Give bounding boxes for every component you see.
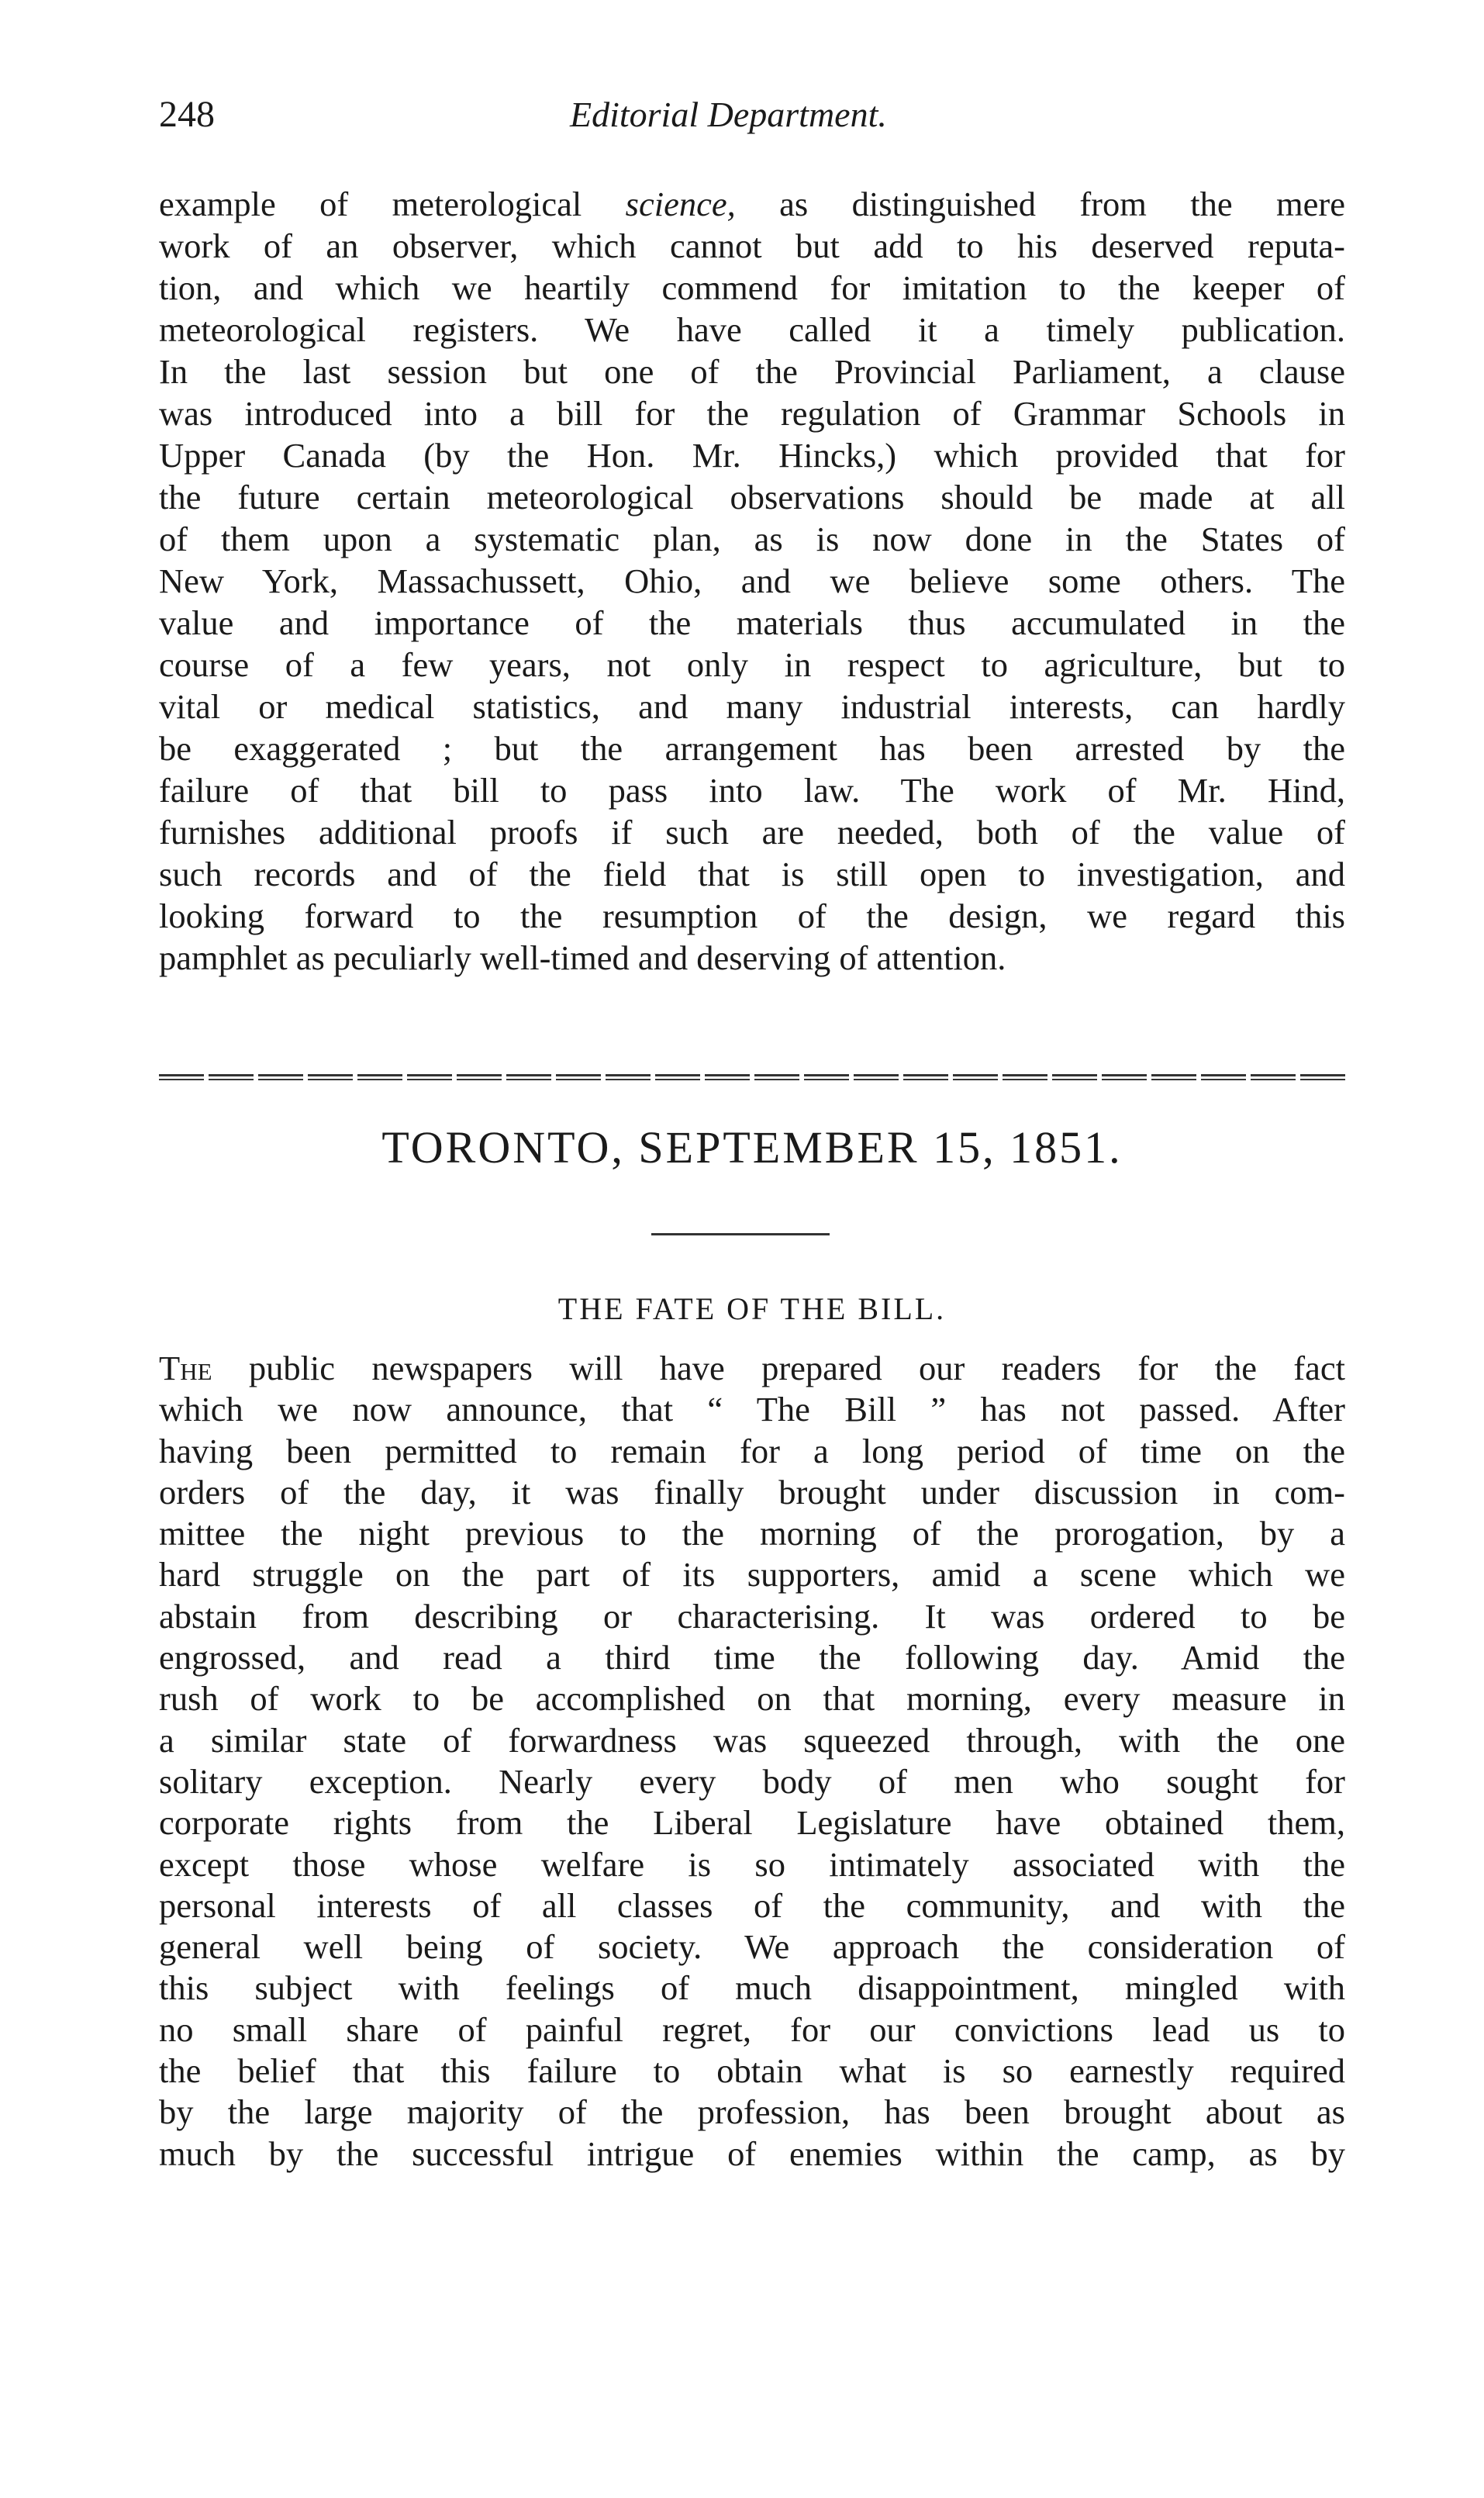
preceding-article-body bbox=[159, 183, 1345, 979]
text-line: work of an observer, which cannot but add to his deserved reputa- bbox=[159, 226, 1345, 265]
text-line: much by the successful intrigue of enemies within the camp, as by bbox=[159, 2133, 1345, 2173]
text-line: except those whose welfare is so intimately associated with the bbox=[159, 1844, 1345, 1884]
text-line: course of a few years, not only in respect to agriculture, but to bbox=[159, 645, 1345, 684]
text-line: engrossed, and read a third time the following day. Amid the bbox=[159, 1638, 1345, 1677]
text-line: of them upon a systematic plan, as is now done in the States of bbox=[159, 520, 1345, 558]
text-line: personal interests of all classes of the community, and with the bbox=[159, 1885, 1345, 1925]
text-line: looking forward to the resumption of the design, we regard this bbox=[159, 897, 1345, 935]
text-line: value and importance of the materials thus accumulated in the bbox=[159, 603, 1345, 642]
text-line: rush of work to be accomplished on that morning, every measure in bbox=[159, 1679, 1345, 1719]
text-line: solitary exception. Nearly every body of men who sought for bbox=[159, 1761, 1345, 1801]
text-line: was introduced into a bill for the regulation of Grammar Schools in bbox=[159, 394, 1345, 433]
text-line: corporate rights from the Liberal Legislature have obtained them, bbox=[159, 1803, 1345, 1843]
text-line: hard struggle on the part of its supporters, amid a scene which we bbox=[159, 1555, 1345, 1595]
divider-rule bbox=[159, 1074, 1345, 1076]
italic-word: science, bbox=[625, 185, 736, 223]
text-span: public newspapers will have prepared our readers for the fact bbox=[212, 1349, 1345, 1387]
text-line: the future certain meteorological observations should be made at all bbox=[159, 478, 1345, 517]
text-line: this subject with feelings of much disappointment, mingled with bbox=[159, 1968, 1345, 2008]
text-line: which we now announce, that “ The Bill ” has not passed. After bbox=[159, 1390, 1345, 1429]
text-line: In the last session but one of the Provincial Parliament, a clause bbox=[159, 352, 1345, 391]
initial-letter: T bbox=[159, 1349, 181, 1387]
text-line: furnishes additional proofs if such are needed, both of the value of bbox=[159, 813, 1345, 852]
text-line bbox=[159, 1348, 1345, 1389]
text-line: mittee the night previous to the morning of the prorogation, by a bbox=[159, 1514, 1345, 1553]
running-head bbox=[159, 92, 1345, 146]
text-line: such records and of the field that is still open to investigation, and bbox=[159, 855, 1345, 893]
text-span: example of meterological bbox=[159, 185, 626, 223]
small-caps-word: he bbox=[180, 1349, 212, 1387]
text-line: general well being of society. We approach the consideration of bbox=[159, 1927, 1345, 1967]
text-line: by the large majority of the profession, has been brought about as bbox=[159, 2092, 1345, 2132]
text-line: the belief that this failure to obtain what is so earnestly required bbox=[159, 2051, 1345, 2091]
text-line: abstain from describing or characterising. It was ordered to be bbox=[159, 1596, 1345, 1636]
text-line: vital or medical statistics, and many industrial interests, can hardly bbox=[159, 687, 1345, 726]
text-line: be exaggerated ; but the arrangement has been arrested by the bbox=[159, 729, 1345, 768]
short-rule bbox=[651, 1233, 830, 1235]
text-line: failure of that bill to pass into law. The work of Mr. Hind, bbox=[159, 771, 1345, 810]
text-span: as distinguished from the mere bbox=[735, 185, 1345, 223]
running-title: Editorial Department. bbox=[570, 95, 887, 134]
text-line: New York, Massachussett, Ohio, and we believe some others. The bbox=[159, 561, 1345, 600]
text-line: meteorological registers. We have called it a timely publication. bbox=[159, 310, 1345, 349]
text-line: pamphlet as peculiarly well-timed and deserving of attention. bbox=[159, 938, 1006, 977]
text-line bbox=[159, 183, 1345, 225]
article-body bbox=[159, 1348, 1345, 2175]
text-line: no small share of painful regret, for our convictions lead us to bbox=[159, 2009, 1345, 2049]
text-line: a similar state of forwardness was squeezed through, with the one bbox=[159, 1720, 1345, 1760]
section-divider bbox=[159, 1074, 1345, 1082]
article-headline: THE FATE OF THE BILL. bbox=[557, 1291, 947, 1326]
page-number: 248 bbox=[159, 94, 215, 135]
text-line: having been permitted to remain for a long period of time on the bbox=[159, 1431, 1345, 1470]
text-line: orders of the day, it was finally brought under discussion in com- bbox=[159, 1472, 1345, 1512]
text-line: tion, and which we heartily commend for imitation to the keeper of bbox=[159, 268, 1345, 307]
divider-rule bbox=[159, 1079, 1345, 1080]
text-line: Upper Canada (by the Hon. Mr. Hincks,) which provided that for bbox=[159, 436, 1345, 475]
dateline: TORONTO, SEPTEMBER 15, 1851. bbox=[381, 1122, 1123, 1173]
